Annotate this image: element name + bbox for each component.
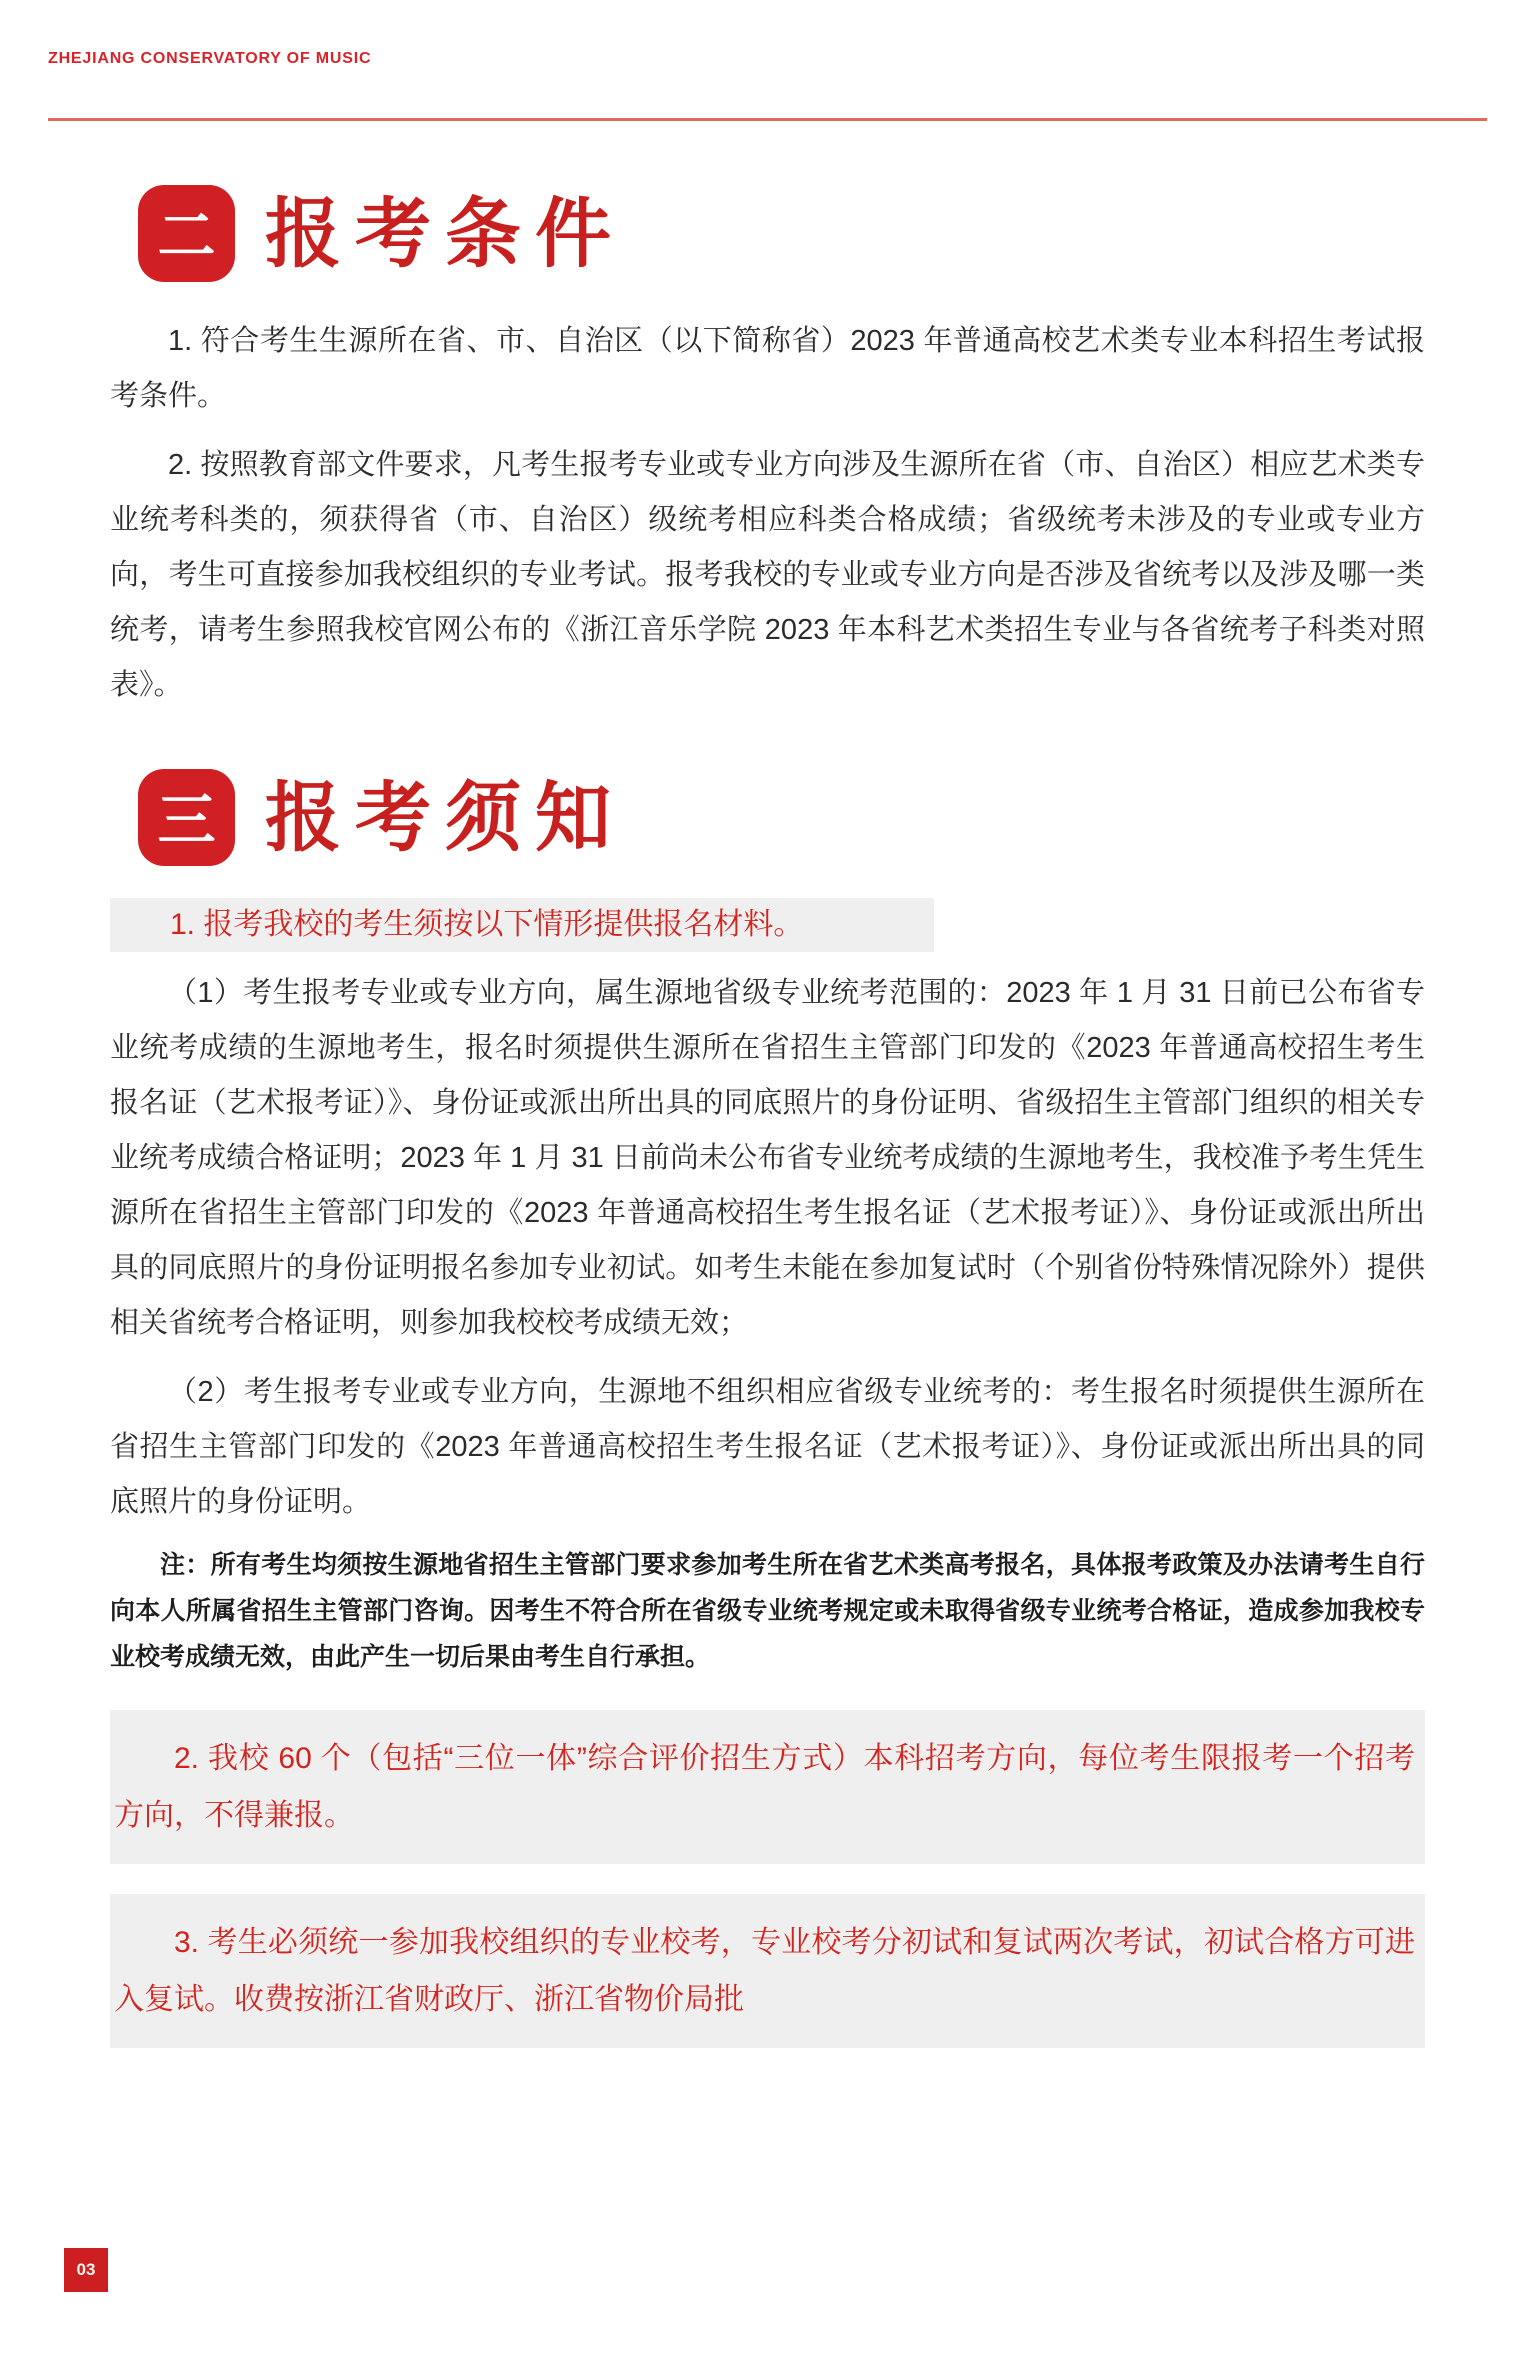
body-paragraph: 1. 符合考生生源所在省、市、自治区（以下简称省）2023 年普通高校艺术类专业本科招生考试报考条件。	[110, 325, 1425, 412]
body-paragraph: 2. 按照教育部文件要求，凡考生报考专业或专业方向涉及生源所在省（市、自治区）相应艺术类专业统考科类的，须获得省（市、自治区）级统考相应科类合格成绩；省级统考未涉及的专业或专业方向，考生可直接参加我校组织的专业考试。报考我校的专业或专业方向是否涉及省统考以及涉及哪一类统考，请考生参照我校官网公布的《浙江音乐学院 2023 年本科艺术类招生专业与各省统考子科类对照表》。	[110, 449, 1425, 701]
section-title: 报考条件	[265, 188, 625, 278]
section-number-badge: 三	[138, 769, 235, 866]
body-paragraph: （1）考生报考专业或专业方向，属生源地省级专业统考范围的：2023 年 1 月 31 日前已公布省专业统考成绩的生源地考生，报名时须提供生源所在省招生主管部门印发的《2023 年普通高校招生考生报名证（艺术报考证）》、身份证或派出所出具的同底照片的身份证明、省级招生主管部门组织的相关专业统考成绩合格证明；2023 年 1 月 31 日前尚未公布省专业统考成绩的生源地考生，我校准予考生凭生源所在省招生主管部门印发的《2023 年普通高校招生考生报名证（艺术报考证）》、身份证或派出所出具的同底照片的身份证明报名参加专业初试。如考生未能在参加复试时（个别省份特殊情况除外）提供相关省统考合格证明，则参加我校校考成绩无效；	[110, 977, 1425, 1339]
page-content	[110, 121, 1425, 2048]
notice-item-3-highlight: 3. 考生必须统一参加我校组织的专业校考，专业校考分初试和复试两次考试，初试合格方可进入复试。收费按浙江省财政厅、浙江省物价局批	[110, 1894, 1425, 2048]
section-title: 报考须知	[265, 772, 625, 862]
notice-item-1-heading: 1. 报考我校的考生须按以下情形提供报名材料。	[110, 898, 934, 952]
section-application-requirements	[110, 185, 1425, 713]
section-application-notes	[110, 769, 1425, 2048]
note-paragraph: 注：所有考生均须按生源地省招生主管部门要求参加考生所在省艺术类高考报名，具体报考政策及办法请考生自行向本人所属省招生主管部门咨询。因考生不符合所在省级专业统考规定或未取得省级专业统考合格证，造成参加我校专业校考成绩无效，由此产生一切后果由考生自行承担。	[110, 1551, 1425, 1671]
body-paragraph: （2）考生报考专业或专业方向，生源地不组织相应省级专业统考的：考生报名时须提供生源所在省招生主管部门印发的《2023 年普通高校招生考生报名证（艺术报考证）》、身份证或派出所出具的同底照片的身份证明。	[110, 1376, 1425, 1518]
section-number-badge: 二	[138, 185, 235, 282]
notice-item-2-highlight: 2. 我校 60 个（包括“三位一体”综合评价招生方式）本科招考方向，每位考生限报考一个招考方向，不得兼报。	[110, 1710, 1425, 1864]
brand-text: ZHEJIANG CONSERVATORY OF MUSIC	[48, 50, 372, 67]
page-number-badge: 03	[64, 2248, 108, 2292]
section-heading	[138, 185, 1425, 282]
section-heading	[138, 769, 1425, 866]
